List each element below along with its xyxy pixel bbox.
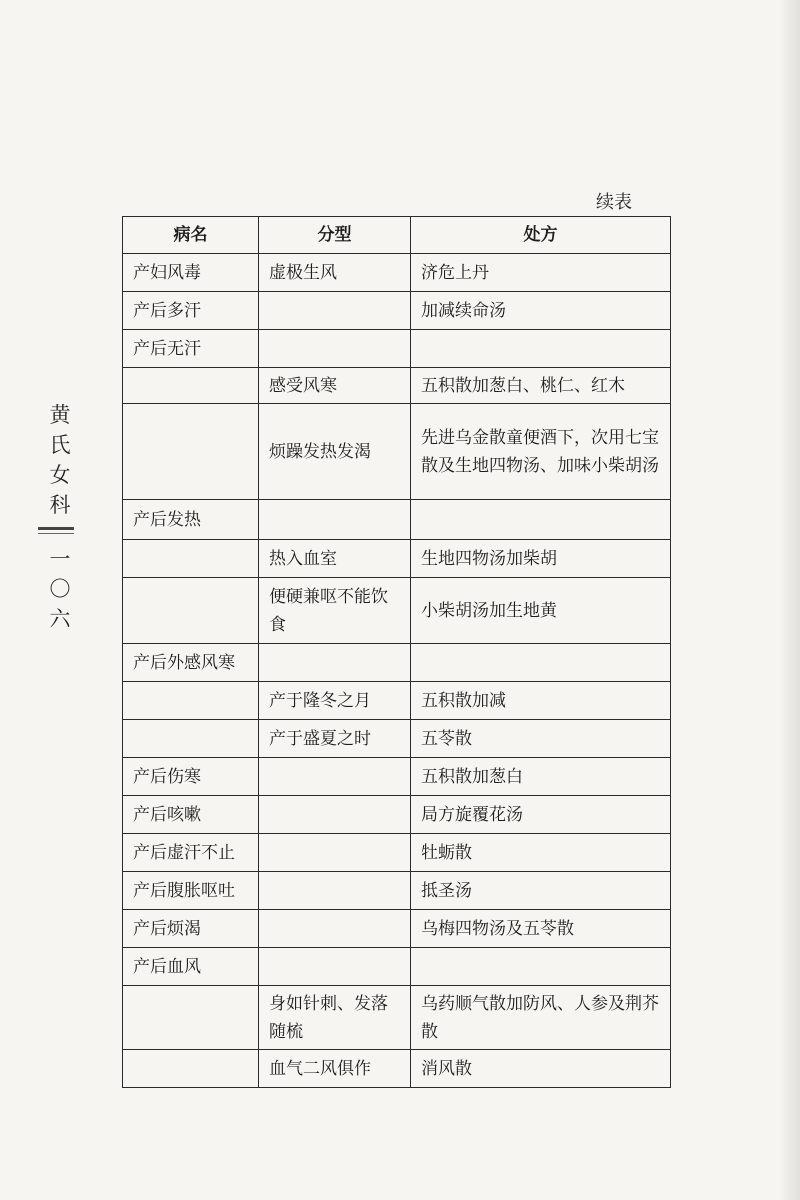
page-number-char: 〇 (49, 577, 71, 601)
cell-disease-name: 产后伤寒 (123, 758, 259, 796)
cell-prescription: 局方旋覆花汤 (411, 796, 671, 834)
header-prescription: 处方 (411, 217, 671, 254)
cell-disease-name: 产后烦渴 (123, 910, 259, 948)
cell-disease-name: 产后多汗 (123, 292, 259, 330)
cell-disease-name (123, 578, 259, 644)
header-syndrome-type: 分型 (259, 217, 411, 254)
table-row (123, 948, 671, 986)
cell-prescription: 加减续命汤 (411, 292, 671, 330)
table-row (123, 404, 671, 500)
cell-syndrome-type: 虚极生风 (259, 254, 411, 292)
table-row (123, 796, 671, 834)
table-row (123, 330, 671, 368)
cell-syndrome-type: 产于隆冬之月 (259, 682, 411, 720)
running-book-title (46, 400, 74, 520)
cell-prescription: 先进乌金散童便酒下，次用七宝散及生地四物汤、加味小柴胡汤 (411, 404, 671, 500)
cell-syndrome-type (259, 292, 411, 330)
table-row (123, 644, 671, 682)
cell-prescription (411, 644, 671, 682)
cell-disease-name (123, 1050, 259, 1088)
cell-syndrome-type (259, 758, 411, 796)
cell-syndrome-type: 烦躁发热发渴 (259, 404, 411, 500)
cell-prescription: 牡蛎散 (411, 834, 671, 872)
table-row (123, 834, 671, 872)
cell-prescription: 小柴胡汤加生地黄 (411, 578, 671, 644)
cell-syndrome-type (259, 872, 411, 910)
cell-disease-name (123, 368, 259, 404)
cell-syndrome-type (259, 796, 411, 834)
continuation-label: 续表 (596, 192, 632, 213)
cell-prescription: 生地四物汤加柴胡 (411, 540, 671, 578)
cell-disease-name: 产后发热 (123, 500, 259, 540)
table-row (123, 720, 671, 758)
cell-syndrome-type (259, 948, 411, 986)
table-row (123, 292, 671, 330)
cell-syndrome-type: 身如针刺、发落随梳 (259, 986, 411, 1050)
table-body (123, 254, 671, 1088)
cell-syndrome-type (259, 910, 411, 948)
page-number-char: 一 (49, 547, 71, 571)
cell-syndrome-type (259, 500, 411, 540)
cell-syndrome-type (259, 834, 411, 872)
table-row (123, 986, 671, 1050)
book-title-char: 黄 (49, 403, 71, 427)
table-row (123, 578, 671, 644)
cell-disease-name (123, 682, 259, 720)
cell-prescription: 济危上丹 (411, 254, 671, 292)
cell-disease-name: 产后咳嗽 (123, 796, 259, 834)
cell-prescription: 消风散 (411, 1050, 671, 1088)
side-rule-thick (38, 527, 74, 530)
cell-prescription: 抵圣汤 (411, 872, 671, 910)
cell-disease-name (123, 404, 259, 500)
cell-disease-name: 产后无汗 (123, 330, 259, 368)
table-row (123, 872, 671, 910)
book-title-char: 女 (49, 463, 71, 487)
cell-disease-name (123, 720, 259, 758)
table-row (123, 682, 671, 720)
cell-syndrome-type: 便硬兼呕不能饮食 (259, 578, 411, 644)
header-disease-name: 病名 (123, 217, 259, 254)
book-title-char: 科 (49, 493, 71, 517)
cell-prescription: 乌梅四物汤及五苓散 (411, 910, 671, 948)
cell-prescription (411, 948, 671, 986)
table-row (123, 540, 671, 578)
page-number (46, 544, 74, 634)
cell-syndrome-type (259, 644, 411, 682)
cell-syndrome-type: 热入血室 (259, 540, 411, 578)
cell-prescription (411, 330, 671, 368)
cell-prescription: 五苓散 (411, 720, 671, 758)
page-edge-shadow (778, 0, 800, 1200)
table-row (123, 758, 671, 796)
cell-disease-name (123, 986, 259, 1050)
book-title-char: 氏 (49, 433, 71, 457)
cell-syndrome-type: 产于盛夏之时 (259, 720, 411, 758)
page-number-char: 六 (49, 607, 71, 631)
cell-syndrome-type: 血气二风俱作 (259, 1050, 411, 1088)
table-row (123, 254, 671, 292)
table-header-row (123, 217, 671, 254)
table-row (123, 1050, 671, 1088)
cell-disease-name: 产后虚汗不止 (123, 834, 259, 872)
cell-prescription: 五积散加葱白 (411, 758, 671, 796)
cell-prescription: 五积散加葱白、桃仁、红木 (411, 368, 671, 404)
cell-syndrome-type (259, 330, 411, 368)
cell-syndrome-type: 感受风寒 (259, 368, 411, 404)
cell-disease-name: 产妇风毒 (123, 254, 259, 292)
table-row (123, 910, 671, 948)
prescription-table (122, 216, 671, 1088)
cell-prescription (411, 500, 671, 540)
cell-disease-name: 产后血风 (123, 948, 259, 986)
cell-disease-name: 产后腹胀呕吐 (123, 872, 259, 910)
cell-disease-name (123, 540, 259, 578)
cell-prescription: 五积散加减 (411, 682, 671, 720)
side-rule-thin (38, 533, 74, 534)
cell-prescription: 乌药顺气散加防风、人参及荆芥散 (411, 986, 671, 1050)
table-row (123, 500, 671, 540)
cell-disease-name: 产后外感风寒 (123, 644, 259, 682)
table-row (123, 368, 671, 404)
